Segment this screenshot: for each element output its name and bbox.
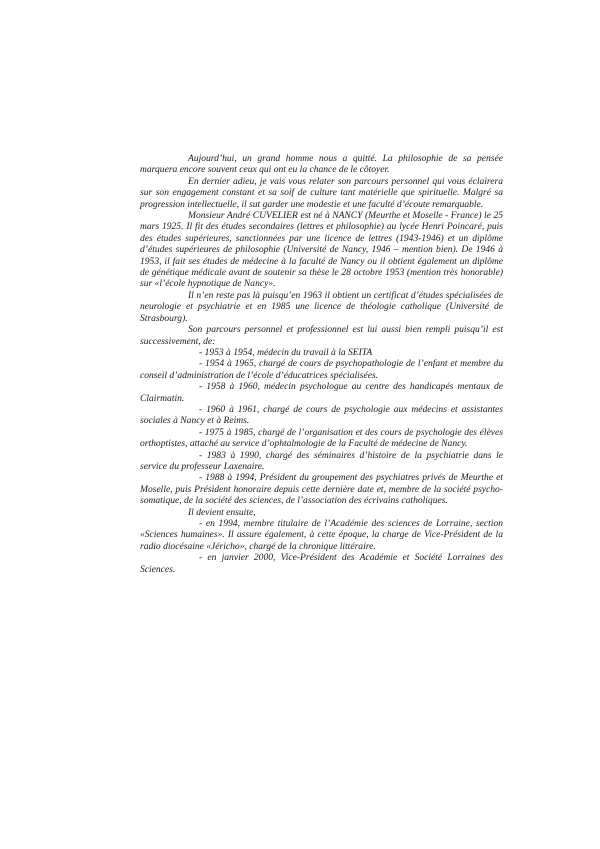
career-item: - 1983 à 1990, chargé des séminaires d’histoire de la psychiatrie dans le service du professeur Laxenaire. <box>140 449 503 472</box>
body-text <box>140 153 503 575</box>
paragraph-later-roles-intro: Il devient ensuite, <box>188 506 256 518</box>
later-role-item: - en 1994, membre titulaire de l’Académie des sciences de Lorraine, section «Sciences humaines». Il assure également, à cette époque, la charge de Vice-Président de la radio diocésaine «Jéricho», chargé de la chronique littéraire. <box>140 518 503 552</box>
later-role-item: - en janvier 2000, Vice-Président des Académie et Société Lorraines des Sciences. <box>140 552 503 575</box>
career-item: - 1958 à 1960, médecin psychologue au centre des handicapés mentaux de Clairmatin. <box>140 381 503 404</box>
paragraph-farewell: En dernier adieu, je vais vous relater son parcours personnel qui vous éclairera sur son engagement constant et sa soif de culture tant matérielle que spirituelle. Malgré sa progression intellectuelle, il sut garder une modestie et une faculté d’écoute remarquable. <box>140 175 503 210</box>
paragraph-biography: Monsieur André CUVELIER est né à NANCY (Meurthe et Moselle - France) le 25 mars 1925. Il fit des études secondaires (lettres et philosophie) au lycée Henri Poincaré, puis des études supérieures, sanctionnées par une licence de lettres (1943-1946) et un diplôme d’études supérieures de philosophie (Université de Nancy, 1946 – mention bien). De 1946 à 1953, il fait ses études de médecine à la faculté de Nancy ou il obtient également un diplôme de génétique médicale avant de soutenir sa thèse le 28 octobre 1953 (mention très honorable) sur «l’école hypnotique de Nancy». <box>140 210 503 290</box>
career-item: - 1954 à 1965, chargé de cours de psychopathologie de l’enfant et membre du conseil d’administration de l’école d’éducatrices spécialisées. <box>140 358 503 381</box>
career-item: - 1988 à 1994, Président du groupement des psychiatres privés de Meurthe et Moselle, puis Président honoraire depuis cette dernière date et, membre de la société psycho-somatique, de la société des sciences, de l’association des écrivains catholiques. <box>140 472 503 507</box>
career-item: - 1975 à 1985, chargé de l’organisation et des cours de psychologie des élèves orthoptistes, attaché au service d’ophtalmologie de la Faculté de médecine de Nancy. <box>140 426 503 450</box>
career-item: - 1960 à 1961, chargé de cours de psychologie aux médecins et assistantes sociales à Nancy et à Reims. <box>140 403 503 427</box>
paragraph-further-studies: Il n’en reste pas là puisqu’en 1963 il obtient un certificat d’études spécialisées de neurologie et psychiatrie et en 1985 une licence de théologie catholique (Université de Strasbourg). <box>140 289 503 324</box>
career-item: - 1953 à 1954, médecin du travail à la SEITA <box>199 346 373 358</box>
paragraph-intro: Aujourd’hui, un grand homme nous a quitté. La philosophie de sa pensée marquera encore souvent ceux qui ont eu la chance de le côtoyer. <box>140 153 503 176</box>
paragraph-career-intro: Son parcours personnel et professionnel est lui aussi bien rempli puisqu’il est successivement, de: <box>140 324 503 347</box>
